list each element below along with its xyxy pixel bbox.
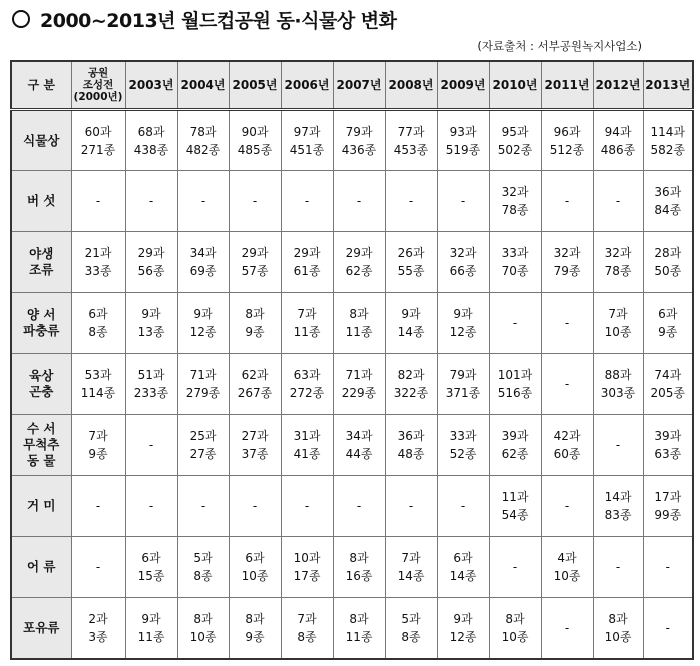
table-cell: -	[643, 537, 693, 598]
table-cell: 6과 9종	[643, 293, 693, 354]
header-year: 2006년	[281, 61, 333, 110]
table-cell: -	[281, 171, 333, 232]
table-cell: 82과 322종	[385, 354, 437, 415]
table-row	[11, 415, 693, 476]
table-cell: 7과 10종	[593, 293, 643, 354]
table-cell: 62과 267종	[229, 354, 281, 415]
table-cell: 2과 3종	[71, 598, 125, 659]
table-cell: -	[385, 171, 437, 232]
header-year: 2010년	[489, 61, 541, 110]
header-year: 2005년	[229, 61, 281, 110]
table-cell: -	[229, 476, 281, 537]
table-cell: 8과 11종	[333, 293, 385, 354]
table-cell: -	[541, 293, 593, 354]
table-cell: -	[333, 476, 385, 537]
header-year: 2013년	[643, 61, 693, 110]
table-cell: 94과 486종	[593, 110, 643, 171]
table-cell: -	[489, 293, 541, 354]
table-cell: 6과 10종	[229, 537, 281, 598]
table-cell: 7과 11종	[281, 293, 333, 354]
table-row	[11, 293, 693, 354]
table-cell: 96과 512종	[541, 110, 593, 171]
table-cell: -	[71, 171, 125, 232]
table-cell: 114과 582종	[643, 110, 693, 171]
table-body	[11, 110, 693, 659]
table-cell: 36과 84종	[643, 171, 693, 232]
table-cell: 71과 279종	[177, 354, 229, 415]
table-cell: 7과 9종	[71, 415, 125, 476]
table-cell: -	[125, 476, 177, 537]
table-cell: 28과 50종	[643, 232, 693, 293]
table-cell: 9과 13종	[125, 293, 177, 354]
table-cell: -	[541, 354, 593, 415]
table-cell: 9과 11종	[125, 598, 177, 659]
table-cell: 39과 62종	[489, 415, 541, 476]
table-cell: 34과 44종	[333, 415, 385, 476]
table-cell: 7과 8종	[281, 598, 333, 659]
table-cell: -	[593, 537, 643, 598]
table-cell: 29과 62종	[333, 232, 385, 293]
flora-fauna-table	[10, 60, 694, 660]
table-cell: 31과 41종	[281, 415, 333, 476]
table-row	[11, 598, 693, 659]
table-cell: -	[125, 415, 177, 476]
table-cell: 5과 8종	[385, 598, 437, 659]
header-category: 구 분	[11, 61, 71, 110]
table-cell: 97과 451종	[281, 110, 333, 171]
title-row	[12, 6, 397, 32]
table-cell: 14과 83종	[593, 476, 643, 537]
row-label: 거 미	[11, 476, 71, 537]
header-year: 2011년	[541, 61, 593, 110]
table-cell: 32과 66종	[437, 232, 489, 293]
table-cell: 79과 436종	[333, 110, 385, 171]
row-label: 양 서 파충류	[11, 293, 71, 354]
table-cell: 8과 9종	[229, 293, 281, 354]
header-year: 2009년	[437, 61, 489, 110]
header-year: 2007년	[333, 61, 385, 110]
table-cell: -	[385, 476, 437, 537]
table-cell: 9과 12종	[437, 598, 489, 659]
table-cell: 26과 55종	[385, 232, 437, 293]
table-cell: 29과 56종	[125, 232, 177, 293]
row-label: 수 서 무척추 동 물	[11, 415, 71, 476]
table-cell: 9과 12종	[437, 293, 489, 354]
table-row	[11, 476, 693, 537]
row-label: 야생 조류	[11, 232, 71, 293]
table-cell: 60과 271종	[71, 110, 125, 171]
table-cell: 33과 52종	[437, 415, 489, 476]
table-cell: 32과 78종	[593, 232, 643, 293]
page-title: 2000~2013년 월드컵공원 동·식물상 변화	[40, 9, 397, 32]
table-cell: -	[541, 171, 593, 232]
table-cell: -	[643, 598, 693, 659]
table-cell: 90과 485종	[229, 110, 281, 171]
table-row	[11, 110, 693, 171]
table-cell: 33과 70종	[489, 232, 541, 293]
row-label: 육상 곤충	[11, 354, 71, 415]
table-cell: -	[71, 537, 125, 598]
header-year: 2012년	[593, 61, 643, 110]
table-cell: 71과 229종	[333, 354, 385, 415]
table-cell: 95과 502종	[489, 110, 541, 171]
table-cell: 79과 371종	[437, 354, 489, 415]
table-cell: 10과 17종	[281, 537, 333, 598]
table-cell: 8과 10종	[489, 598, 541, 659]
table-cell: 21과 33종	[71, 232, 125, 293]
header-year: 2003년	[125, 61, 177, 110]
table-cell: 17과 99종	[643, 476, 693, 537]
row-label: 어 류	[11, 537, 71, 598]
table-cell: -	[437, 476, 489, 537]
table-cell: 7과 14종	[385, 537, 437, 598]
table-cell: 8과 10종	[177, 598, 229, 659]
row-label: 식물상	[11, 110, 71, 171]
table-cell: -	[593, 415, 643, 476]
table-cell: 32과 78종	[489, 171, 541, 232]
table-cell: -	[125, 171, 177, 232]
table-row	[11, 232, 693, 293]
table-row	[11, 171, 693, 232]
table-cell: 39과 63종	[643, 415, 693, 476]
table-cell: -	[177, 171, 229, 232]
table-cell: 74과 205종	[643, 354, 693, 415]
table-cell: 93과 519종	[437, 110, 489, 171]
table-cell: 77과 453종	[385, 110, 437, 171]
table-cell: -	[229, 171, 281, 232]
header-year: 2004년	[177, 61, 229, 110]
table-cell: 9과 14종	[385, 293, 437, 354]
table-cell: 11과 54종	[489, 476, 541, 537]
table-cell: -	[71, 476, 125, 537]
table-row	[11, 537, 693, 598]
table-cell: 6과 8종	[71, 293, 125, 354]
table-cell: 8과 16종	[333, 537, 385, 598]
table-cell: -	[281, 476, 333, 537]
table-cell: 4과 10종	[541, 537, 593, 598]
table-cell: 5과 8종	[177, 537, 229, 598]
table-cell: 63과 272종	[281, 354, 333, 415]
table-cell: -	[541, 476, 593, 537]
table-cell: 36과 48종	[385, 415, 437, 476]
table-cell: 51과 233종	[125, 354, 177, 415]
table-cell: -	[437, 171, 489, 232]
table-cell: -	[177, 476, 229, 537]
table-cell: -	[489, 537, 541, 598]
table-cell: 42과 60종	[541, 415, 593, 476]
header-base-year: 공원 조성전 (2000년)	[71, 61, 125, 110]
table-cell: 27과 37종	[229, 415, 281, 476]
table-cell: 68과 438종	[125, 110, 177, 171]
table-header-row	[11, 61, 693, 110]
table-cell: 53과 114종	[71, 354, 125, 415]
table-cell: 32과 79종	[541, 232, 593, 293]
table-cell: 8과 10종	[593, 598, 643, 659]
source-note: (자료출처 : 서부공원녹지사업소)	[477, 39, 642, 53]
row-label: 포유류	[11, 598, 71, 659]
table-cell: 88과 303종	[593, 354, 643, 415]
circle-bullet-icon	[12, 10, 30, 28]
table-cell: -	[333, 171, 385, 232]
table-cell: 34과 69종	[177, 232, 229, 293]
row-label: 버 섯	[11, 171, 71, 232]
table-cell: 8과 9종	[229, 598, 281, 659]
table-cell: -	[541, 598, 593, 659]
table-cell: 8과 11종	[333, 598, 385, 659]
table-cell: 6과 15종	[125, 537, 177, 598]
table-row	[11, 354, 693, 415]
table-cell: 6과 14종	[437, 537, 489, 598]
header-year: 2008년	[385, 61, 437, 110]
table-cell: 9과 12종	[177, 293, 229, 354]
table-cell: 25과 27종	[177, 415, 229, 476]
table-cell: 29과 57종	[229, 232, 281, 293]
table-cell: 78과 482종	[177, 110, 229, 171]
table-cell: 101과 516종	[489, 354, 541, 415]
table-cell: 29과 61종	[281, 232, 333, 293]
table-cell: -	[593, 171, 643, 232]
